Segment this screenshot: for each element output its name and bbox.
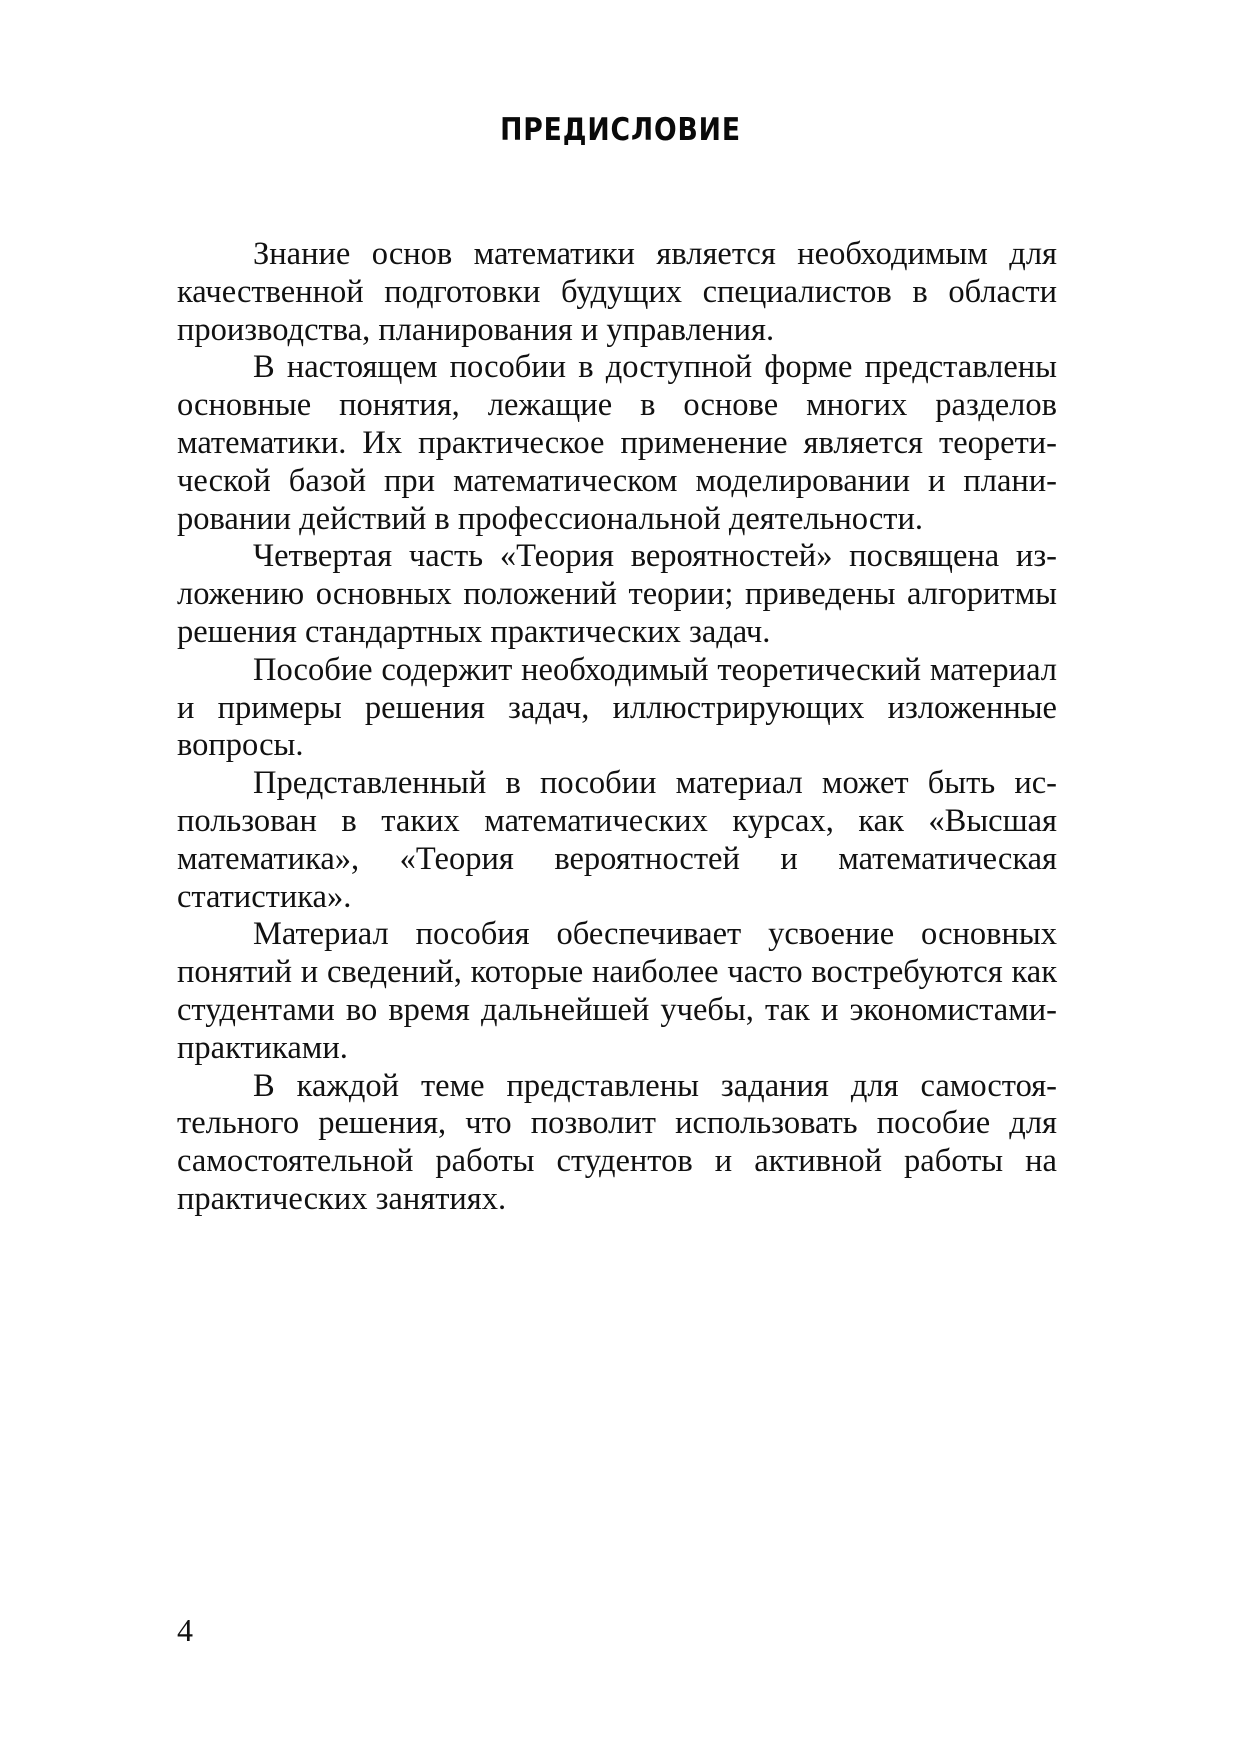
paragraph-7: В каждой теме представлены задания для самостоятельного решения, что позволит использовать пособие для самостоятельной работы студентов и активной работы на практических занятиях. [177,1067,1057,1217]
preface-body [177,236,1057,1219]
page-title: ПРЕДИСЛОВИЕ [500,112,741,148]
paragraph-1: Знание основ математики является необходимым для качественной подготовки будущих специалистов в области производства, планирования и управления. [177,236,1057,348]
paragraph-5: Представленный в пособии материал может быть использован в таких математических курсах, как «Высшая математика», «Теория вероятностей и математическая статистика». [177,765,1057,915]
page-number: 4 [177,1612,193,1648]
paragraph-2: В настоящем пособии в доступной форме представлены основные понятия, лежащие в основе многих разделов математики. Их практическое применение является теоретической базой при математическом моделировании и планировании действий в профессиональной деятельности. [177,349,1057,537]
paragraph-4: Пособие содержит необходимый теоретический материал и примеры решения задач, иллюстрирующих изложенные вопросы. [177,651,1057,764]
paragraph-6: Материал пособия обеспечивает усвоение основных понятий и сведений, которые наиболее часто востребуются как студентами во время дальнейшей учебы, так и экономистами-практиками. [177,916,1057,1066]
paragraph-3: Четвертая часть «Теория вероятностей» посвящена изложению основных положений теории; приведены алгоритмы решения стандартных практических задач. [177,538,1057,650]
